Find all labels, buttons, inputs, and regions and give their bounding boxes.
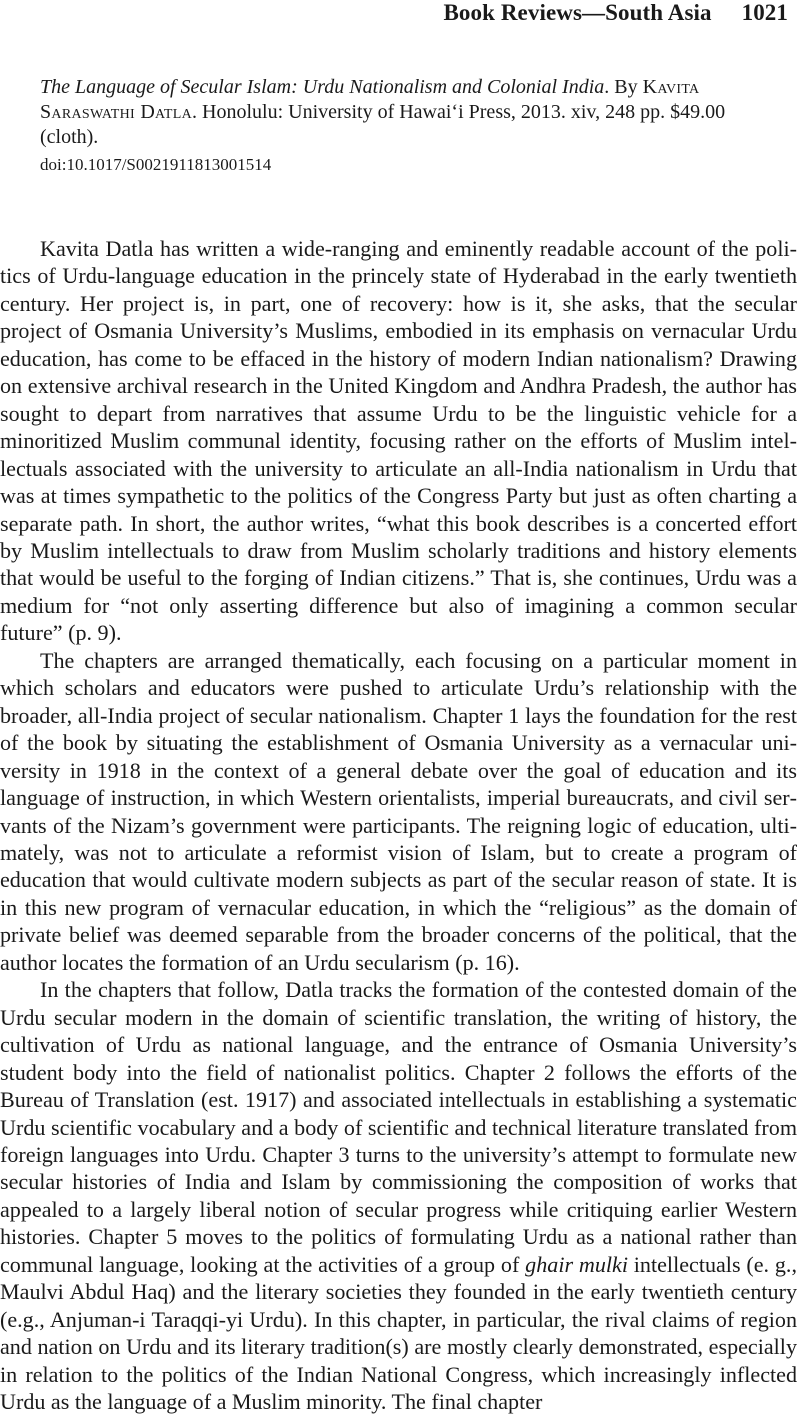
running-head <box>443 0 788 26</box>
review-paragraph-1: Kavita Datla has written a wide-ranging and eminently readable account of the politics of Urdu-language education in the princely state of Hyderabad in the early twentieth century. Her project is, in part, one of recovery: how is it, she asks, that the secular project of Osmania University’s Muslims, embodied in its emphasis on vernacular Urdu education, has come to be effaced in the history of modern Indian nationalism? Drawing on extensive archival research in the United Kingdom and Andhra Pradesh, the author has sought to depart from narratives that assume Urdu to be the linguistic vehicle for a minoritized Muslim communal identity, focusing rather on the efforts of Muslim intellectuals associated with the university to articulate an all-India nationalism in Urdu that was at times sympathetic to the politics of the Congress Party but just as often charting a separate path. In short, the author writes, “what this book describes is a concerted effort by Muslim intellectuals to draw from Muslim scholarly traditions and history elements that would be useful to the forging of Indian citizens.” That is, she continues, Urdu was a medium for “not only asserting difference but also of imagining a common secular future” (p. 9). <box>0 236 797 646</box>
review-paragraph-3 <box>0 976 797 1415</box>
publication-details: . Honolulu: University of Hawaiʻi Press, 2013. xiv, 248 pp. $49.00 (cloth). <box>40 101 726 148</box>
page-number: 1021 <box>741 0 788 25</box>
doi-link[interactable]: doi:10.1017/S0021911813001514 <box>40 155 272 174</box>
italic-term: ghair mulki <box>525 1251 628 1277</box>
paragraph-3-part-1: In the chapters that follow, Datla tracks the formation of the contested domain of the Urdu secular modern in the domain of scientific translation, the writing of history, the cultivation of Urdu as national language, and the entrance of Osmania University’s student body into the field of nationalist politics. Chapter 2 follows the efforts of the Bureau of Translation (est. 1917) and associated intellectuals in establishing a systematic Urdu scientific vocabulary and a body of scientific and technical literature translated from foreign languages into Urdu. Chapter 3 turns to the university’s attempt to formulate new secular histories of India and Islam by commissioning the composition of works that appealed to a largely liberal notion of secular progress while critiquing earlier Western histories. Chapter 5 moves to the politics of formulating Urdu as a national rather than communal language, looking at the activities of a group of <box>0 977 797 1277</box>
book-author: Kavita Saraswathi Datla <box>40 76 700 123</box>
review-paragraph-2: The chapters are arranged thematically, each focusing on a particular moment in which scholars and educators were pushed to articulate Urdu’s relationship with the broader, all-India project of secular nationalism. Chapter 1 lays the foundation for the rest of the book by situating the establishment of Osmania University as a vernacular university in 1918 in the context of a general debate over the goal of education and its language of instruction, in which Western orientalists, imperial bureaucrats, and civil servants of the Nizam’s government were participants. The reigning logic of education, ultimately, was not to articulate a reformist vision of Islam, but to create a program of education that would cultivate modern subjects as part of the secular reason of state. It is in this new program of vernacular education, in which the “religious” as the domain of private belief was deemed separable from the broader concerns of the political, that the author locates the formation of an Urdu secularism (p. 16). <box>0 647 797 975</box>
book-citation <box>40 75 785 177</box>
review-body <box>0 235 797 1415</box>
book-title: The Language of Secular Islam: Urdu Nationalism and Colonial India <box>40 76 605 98</box>
paragraph-3-part-2: intellectuals (e. g., Maulvi Abdul Haq) and the literary societies they founded in the early twentieth century (e.g., Anjuman-i Taraqqi-yi Urdu). In this chapter, in particular, the rival claims of region and nation on Urdu and its literary tradition(s) are mostly clearly demonstrated, especially in relation to the politics of the Indian National Congress, which increasingly inflected Urdu as the language of a Muslim minority. The final chapter <box>0 1251 797 1415</box>
running-head-section: Book Reviews—South Asia <box>443 0 712 25</box>
citation-by: . By <box>604 76 643 98</box>
